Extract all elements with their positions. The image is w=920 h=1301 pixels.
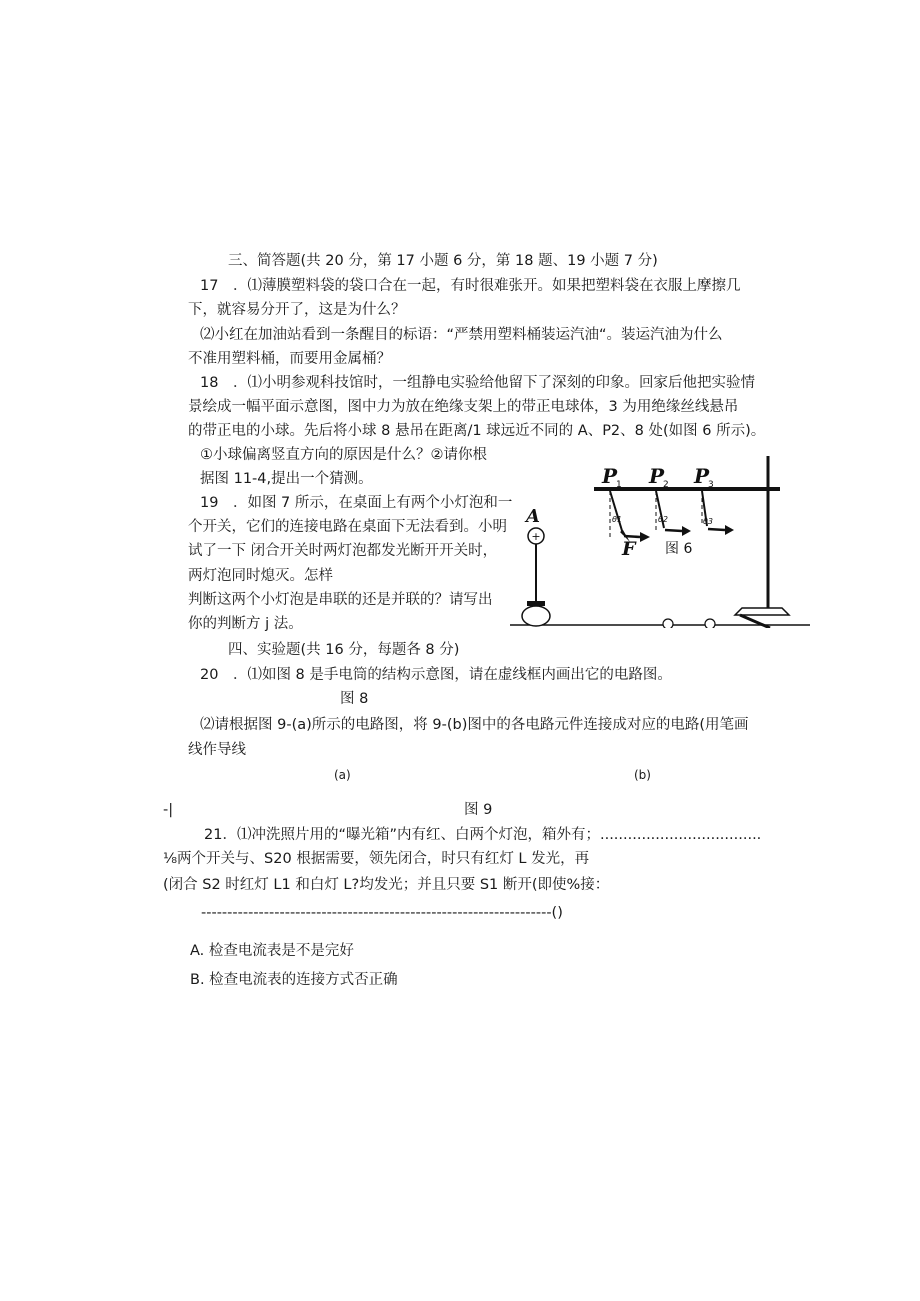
margin-mark: -| [163,802,174,818]
q19-line-3: 试了一下 闭合开关时两灯泡都发光断开开关时， [188,543,498,559]
q18-line-1: 18 ．⑴小明参观科技馆时，一组静电实验给他留下了深刻的印象。回家后他把实验情 [200,375,755,391]
base-knob-2 [705,619,715,628]
q19-line-1: 19 ．如图 7 所示，在桌面上有两个小灯泡和一 [200,495,513,511]
theta-1-label: θ1 [612,515,622,524]
base-knob-1 [663,619,673,628]
q21-line-2: ⅛两个开关与、S20 根据需要，领先闭合，时只有红灯 L 发光，再 [163,851,590,867]
q20-line-2: ⑵请根据图 9-(a)所示的电路图，将 9-(b)图中的各电路元件连接成对应的电路(用笔画 [200,717,749,733]
figure-9-caption: 图 9 [464,802,493,818]
q17-line-3: ⑵小红在加油站看到一条醒目的标语：“严禁用塑料桶装运汽油“。装运汽油为什么 [200,327,723,343]
q20-line-3: 线作导线 [188,742,246,758]
force-arrow-p3 [708,529,725,530]
q21-line-3: (闭合 S2 时红灯 L1 和白灯 L?均发光；并且只要 S1 断开(即使%接： [163,877,610,893]
q18-line-3: 的带正电的小球。先后将小球 8 悬吊在距离/1 球远近不同的 A、P2、8 处(如图 6 所示)。 [188,423,766,439]
q17-line-2: 下，就容易分开了，这是为什么？ [188,302,406,318]
force-arrow-p2 [665,530,682,531]
figure-9a-label: (a) [334,768,351,782]
post-base [522,606,550,626]
figure-8-caption: 图 8 [340,691,369,707]
thread-p1 [610,491,623,534]
base-clamp [740,615,770,628]
label-f: F [622,538,636,560]
label-p2: P [649,464,665,488]
force-arrow-p1 [624,536,640,537]
q19-line-5: 判断这两个小灯泡是串联的还是并联的？请写出 [188,592,493,608]
label-p3-subscript: 3 [708,480,714,490]
q19-line-4: 两灯泡同时熄灭。怎样 [188,568,333,584]
svg-text:+: + [531,530,541,543]
q18-line-4: ①小球偏离竖直方向的原因是什么？②请你根 [200,447,487,463]
figure-6-caption: 图 6 [665,541,693,557]
q17-line-1: 17 ．⑴薄膜塑料袋的袋口合在一起，有时很难张开。如果把塑料袋在衣服上摩擦几 [200,278,741,294]
label-p1: P [602,464,618,488]
section-3-heading: 三、简答题(共 20 分，第 17 小题 6 分，第 18 题、19 小题 7 分) [228,253,658,269]
q21-line-1: 21．⑴冲洗照片用的“曝光箱”内有红、白两个灯泡，箱外有；................................... [204,827,762,843]
q18-line-2: 景绘成一幅平面示意图，图中力为放在绝缘支架上的带正电球体，3 为用绝缘丝线悬吊 [188,399,739,415]
figure-9b-label: (b) [634,768,651,782]
q18-line-5: 据图 11-4,提出一个猜测。 [200,471,373,487]
answer-blank-line: -------------------------------------------------------------------() [201,905,563,921]
stand-base [735,608,789,615]
q17-line-4: 不准用塑料桶，而要用金属桶？ [188,351,391,367]
q19-line-2: 个开关，它们的连接电路在桌面下无法看到。小明 [188,519,507,535]
label-a: A [526,506,540,527]
q20-line-1: 20 ．⑴如图 8 是手电筒的结构示意图，请在虚线框内画出它的电路图。 [200,667,672,683]
figure-6-diagram [510,450,810,628]
label-p2-subscript: 2 [663,480,669,490]
theta-3-label: θ3 [703,517,713,526]
label-p3: P [694,464,710,488]
theta-2-label: θ2 [658,515,668,524]
option-a: A. 检查电流表是不是完好 [190,943,354,959]
option-b: B. 检查电流表的连接方式否正确 [190,972,398,988]
q19-line-6: 你的判断方 j 法。 [188,616,303,632]
label-p1-subscript: 1 [616,480,622,490]
section-4-heading: 四、实验题(共 16 分，每题各 8 分) [228,642,460,658]
